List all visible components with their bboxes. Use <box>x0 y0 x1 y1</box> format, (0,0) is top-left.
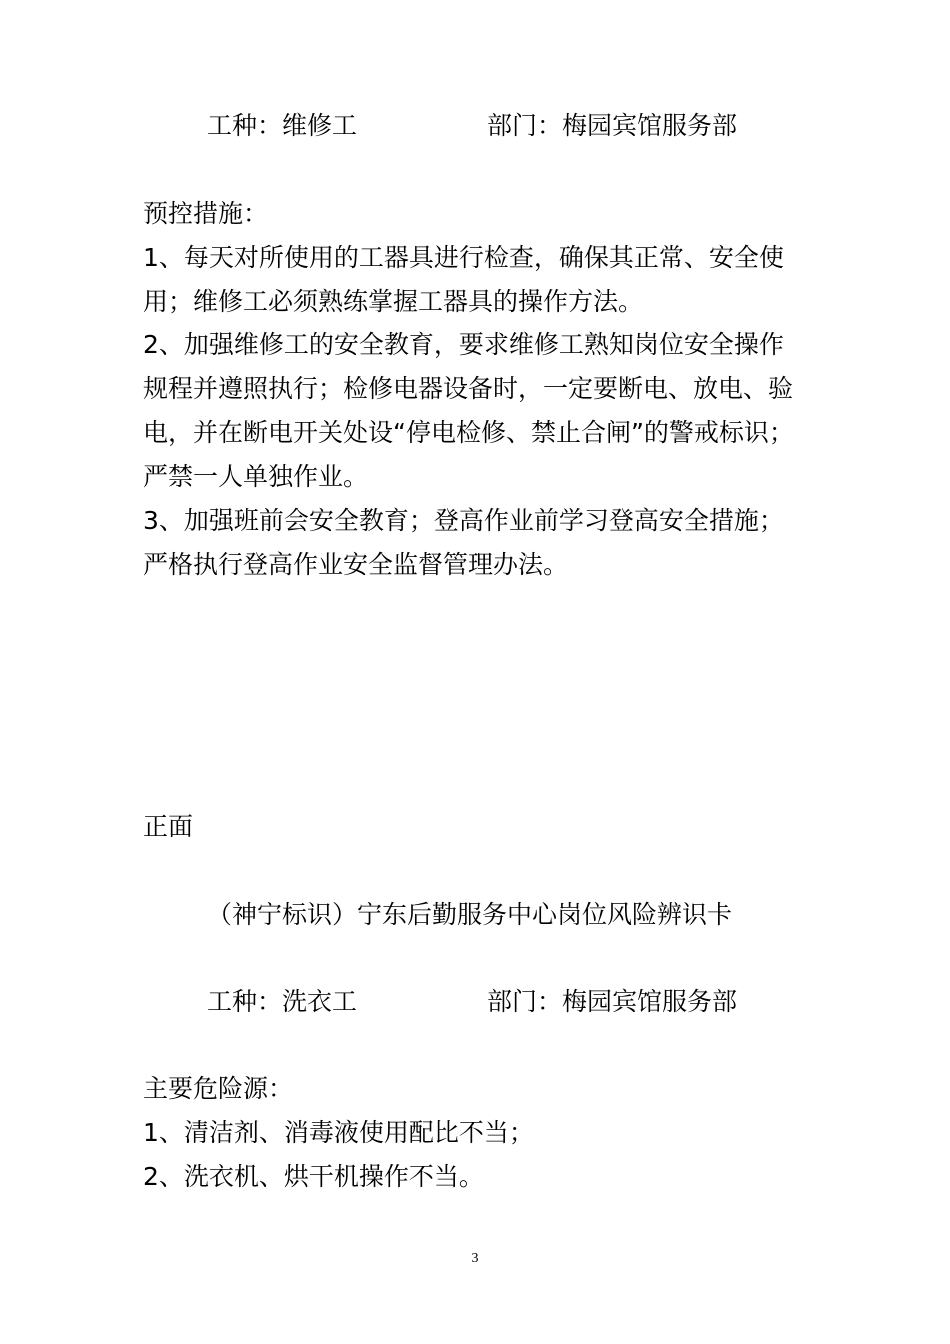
measure-line: 用；维修工必须熟练掌握工器具的操作方法。 <box>143 287 644 316</box>
measure-line: 2、加强维修工的安全教育，要求维修工熟知岗位安全操作 <box>143 330 784 359</box>
job-type-label: 工种：洗衣工 <box>207 987 358 1016</box>
measure-line: 严禁一人单独作业。 <box>143 462 369 491</box>
measures-heading: 预控措施： <box>143 199 269 228</box>
hazards-heading: 主要危险源： <box>143 1074 294 1103</box>
measure-line: 1、每天对所使用的工器具进行检查，确保其正常、安全使 <box>143 243 784 272</box>
measure-line: 电，并在断电开关处设“停电检修、禁止合闸”的警戒标识； <box>143 418 794 447</box>
card-side-label: 正面 <box>143 812 194 841</box>
department-label: 部门：梅园宾馆服务部 <box>487 987 738 1016</box>
hazard-line: 1、清洁剂、消毒液使用配比不当； <box>143 1118 534 1147</box>
job-type-label: 工种：维修工 <box>207 111 358 140</box>
measure-line: 3、加强班前会安全教育；登高作业前学习登高安全措施； <box>143 506 784 535</box>
hazard-line: 2、洗衣机、烘干机操作不当。 <box>143 1162 484 1191</box>
department-label: 部门：梅园宾馆服务部 <box>487 111 738 140</box>
measure-line: 严格执行登高作业安全监督管理办法。 <box>143 550 569 579</box>
card-title: （神宁标识）宁东后勤服务中心岗位风险辨识卡 <box>207 900 733 929</box>
page-number: 3 <box>471 1251 479 1266</box>
measure-line: 规程并遵照执行；检修电器设备时，一定要断电、放电、验 <box>143 374 794 403</box>
